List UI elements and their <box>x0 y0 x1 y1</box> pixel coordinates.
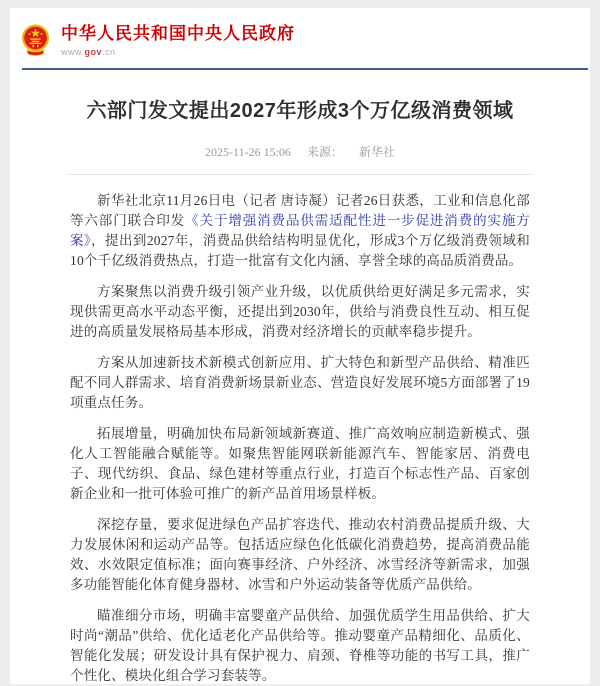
article <box>10 94 590 686</box>
article-paragraph: 方案从加速新技术新模式创新应用、扩大特色和新型产品供给、精准匹配不同人群需求、培育消费新场景新业态、营造良好发展环境5方面部署了19项重点任务。 <box>70 355 530 410</box>
header-divider <box>22 68 588 70</box>
article-paragraph: 深挖存量，要求促进绿色产品扩容迭代、推动农村消费品提质升级、大力发展休闲和运动产品等。包括适应绿色化低碳化消费趋势，提高消费品能效、水效限定值标准；面向赛事经济、户外经济、冰雪经济等新需求，加强多功能智能化体育健身器材、冰雪和户外运动装备等优质产品供给。 <box>70 517 530 592</box>
article-body <box>70 191 530 686</box>
meta-divider <box>68 174 532 175</box>
article-paragraph: 方案聚焦以消费升级引领产业升级，以优质供给更好满足多元需求，实现供需更高水平动态平衡，还提出到2030年，供给与消费良性互动、相互促进的高质量发展格局基本形成，消费对经济增长的贡献率稳步提升。 <box>70 284 530 339</box>
source-name: 新华社 <box>358 145 395 159</box>
policy-document-link[interactable]: 《关于增强消费品供需适配性进一步促进消费的实施方案》 <box>70 213 530 248</box>
source-label: 来源： <box>306 145 343 159</box>
article-paragraph: 拓展增量，明确加快布局新领域新赛道、推广高效响应制造新模式、强化人工智能融合赋能等。如聚焦智能网联新能源汽车、智能家居、消费电子、现代纺织、食品、绿色建材等重点行业，打造百个标志性产品、百家创新企业和一批可体验可推广的新产品首用场景样板。 <box>70 426 530 501</box>
national-emblem-icon <box>20 24 51 58</box>
site-title-block <box>61 24 295 57</box>
article-paragraph <box>70 191 530 271</box>
article-paragraph: 瞄准细分市场，明确丰富婴童产品供给、加强优质学生用品供给、扩大时尚“潮品”供给、优化适老化产品供给等。推动婴童产品精细化、品质化、智能化发展；研发设计具有保护视力、肩颈、脊椎等功能的书写工具，推广个性化、模块化组合学习套装等。 <box>70 608 530 683</box>
site-logo[interactable] <box>20 24 590 58</box>
paragraph-text: 新华社北京11月26日电（记者 唐诗凝）记者26日获悉，工业和信息化部等六部门联合印发 <box>70 193 530 228</box>
content-card <box>10 8 590 684</box>
publish-date: 2025-11-26 15:06 <box>205 145 291 159</box>
paragraph-text: ，提出到2027年，消费品供给结构明显优化，形成3个万亿级消费领域和10个千亿级消费热点，打造一批富有文化内涵、享誉全球的高品质消费品。 <box>70 233 530 268</box>
article-meta <box>70 143 530 160</box>
site-url: www.gov.cn <box>61 47 116 57</box>
site-header <box>10 8 590 70</box>
article-title: 六部门发文提出2027年形成3个万亿级消费领域 <box>86 100 514 122</box>
site-name: 中华人民共和国中央人民政府 <box>61 24 295 43</box>
